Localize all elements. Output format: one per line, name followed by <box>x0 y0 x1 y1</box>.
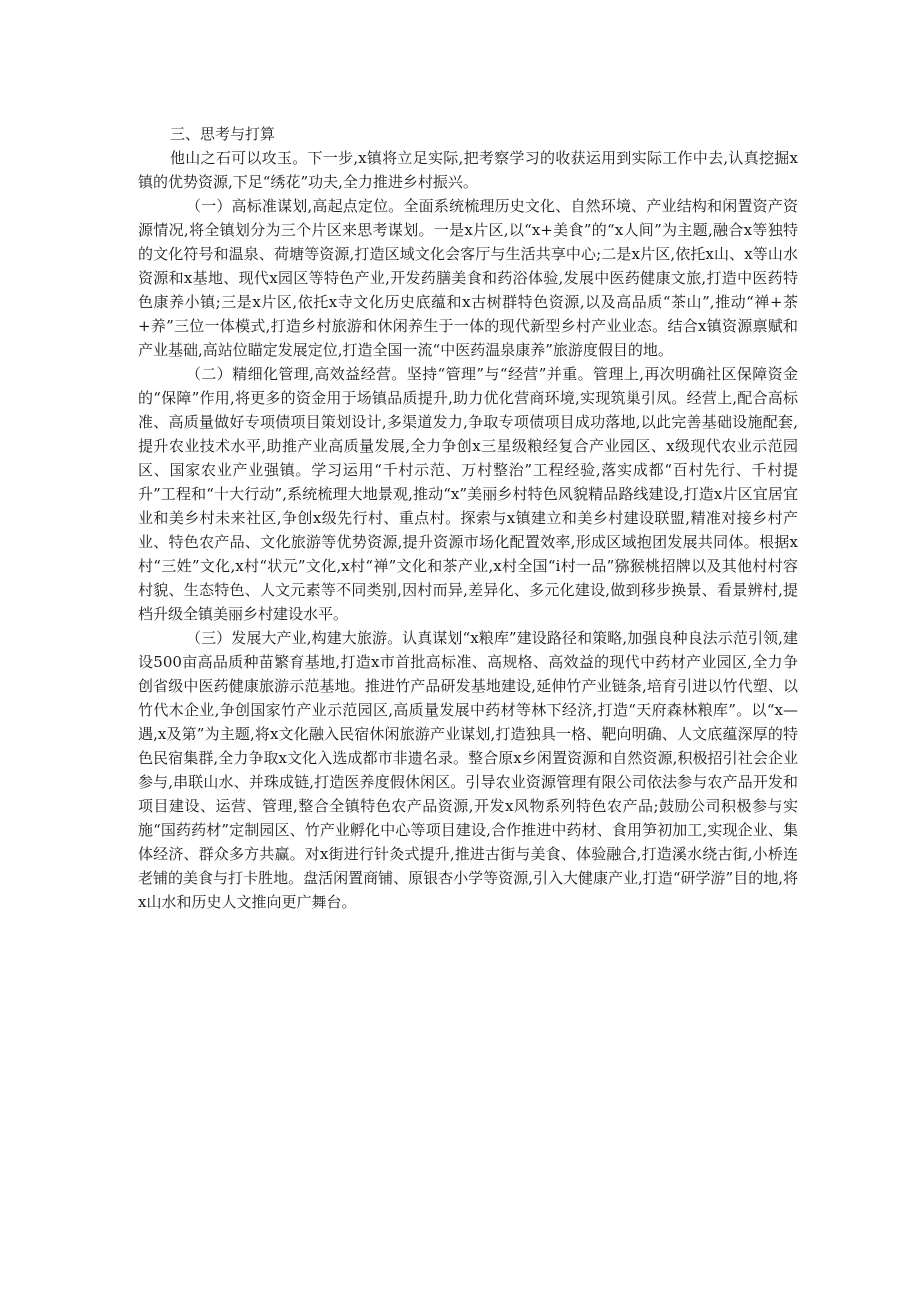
paragraph-industry-tourism: （三）发展大产业,构建大旅游。认真谋划“x粮库”建设路径和策略,加强良种良法示范引领,建设500亩高品质种苗繁育基地,打造x市首批高标准、高规格、高效益的现代中药材产业园区,全力争创省级中医药健康旅游示范基地。推进竹产品研发基地建设,延伸竹产业链条,培育引进以竹代塑、以竹代木企业,争创国家竹产业示范园区,高质量发展中药材等林下经济,打造“天府森林粮库”。以“x—遇,x及第”为主题,将x文化融入民宿休闲旅游产业谋划,打造独具一格、靶向明确、人文底蕴深厚的特色民宿集群,全力争取x文化入选成都市非遗名录。整合原x乡闲置资源和自然资源,积极招引社会企业参与,串联山水、并珠成链,打造医养度假休闲区。引导农业资源管理有限公司依法参与农产品开发和项目建设、运营、管理,整合全镇特色农产品资源,开发x风物系列特色农产品;鼓励公司积极参与实施“国药药材”定制园区、竹产业孵化中心等项目建设,合作推进中药材、食用笋初加工,实现企业、集体经济、群众多方共赢。对x街进行针灸式提升,推进古街与美食、体验融合,打造溪水绕古街,小桥连老铺的美食与打卡胜地。盘活闲置商铺、原银杏小学等资源,引入大健康产业,打造“研学游”目的地,将x山水和历史人文推向更广舞台。 <box>138 629 798 911</box>
document-body <box>138 122 798 914</box>
paragraph-management: （二）精细化管理,高效益经营。坚持“管理”与“经营”并重。管理上,再次明确社区保障资金的“保障”作用,将更多的资金用于场镇品质提升,助力优化营商环境,实现筑巢引凤。经营上,配合高标准、高质量做好专项债项目策划设计,多渠道发力,争取专项债项目成功落地,以此完善基础设施配套,提升农业技术水平,助推产业高质量发展,全力争创x三星级粮经复合产业园区、x级现代农业示范园区、国家农业产业强镇。学习运用“千村示范、万村整治”工程经验,落实成都“百村先行、千村提升”工程和“十大行动”,系统梳理大地景观,推动“x”美丽乡村特色风貌精品路线建设,打造x片区宜居宜业和美乡村未来社区,争创x级先行村、重点村。探索与x镇建立和美乡村建设联盟,精准对接乡村产业、特色农产品、文化旅游等优势资源,提升资源市场化配置效率,形成区域抱团发展共同体。根据x村“三姓”文化,x村“状元”文化,x村“禅”文化和茶产业,x村全国“i村一品”猕猴桃招牌以及其他村村容村貌、生态特色、人文元素等不同类别,因村而异,差异化、多元化建设,做到移步换景、看景辨村,提档升级全镇美丽乡村建设水平。 <box>138 365 798 623</box>
intro-paragraph: 他山之石可以攻玉。下一步,x镇将立足实际,把考察学习的收获运用到实际工作中去,认真挖掘x镇的优势资源,下足“绣花”功夫,全力推进乡村振兴。 <box>138 149 798 191</box>
section-heading: 三、思考与打算 <box>170 125 276 143</box>
paragraph-planning: （一）高标准谋划,高起点定位。全面系统梳理历史文化、自然环境、产业结构和闲置资产资源情况,将全镇划分为三个片区来思考谋划。一是x片区,以“x+美食”的“x人间”为主题,融合x等独特的文化符号和温泉、荷塘等资源,打造区域文化会客厅与生活共享中心;二是x片区,依托x山、x等山水资源和x基地、现代x园区等特色产业,开发药膳美食和药浴体验,发展中医药健康文旅,打造中医药特色康养小镇;三是x片区,依托x寺文化历史底蕴和x古树群特色资源,以及高品质“茶山”,推动“禅+茶+养”三位一体模式,打造乡村旅游和休闲养生于一体的现代新型乡村产业业态。结合x镇资源禀赋和产业基础,高站位瞄定发展定位,打造全国一流“中医药温泉康养”旅游度假目的地。 <box>138 197 798 359</box>
